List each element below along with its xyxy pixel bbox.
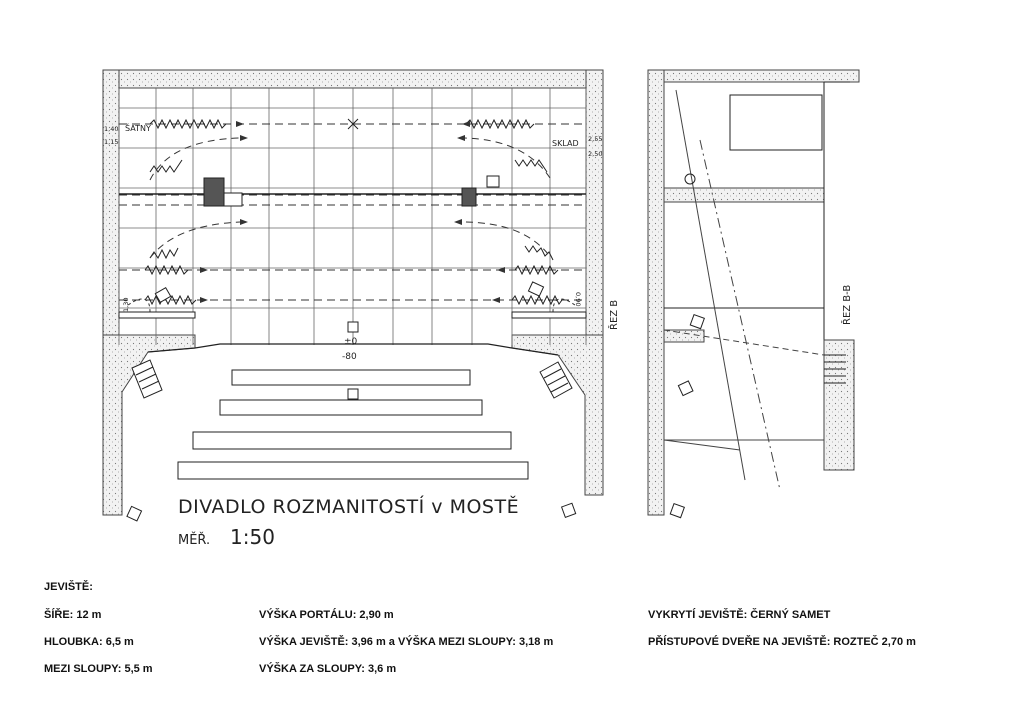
left-column-block [204, 178, 224, 206]
specs-heading: JEVIŠTĚ: [44, 581, 93, 593]
spec-width: ŠÍŘE: 12 m [44, 609, 102, 621]
left-stairs [132, 360, 162, 398]
front-left-chair [127, 506, 142, 521]
right-ledge [512, 312, 586, 318]
spec-stage-height: VÝŠKA JEVIŠTĚ: 3,96 m a VÝŠKA MEZI SLOUPY: 3,18 m [259, 636, 554, 648]
dim-right-top: 2,55 [588, 135, 603, 143]
section-label-plan: ŘEZ B [609, 299, 620, 330]
scale-value: 1:50 [230, 525, 275, 549]
right-small-box [487, 176, 499, 187]
plan-view [103, 70, 603, 521]
level-zero: ±0 [344, 337, 358, 347]
room-label-left: ŠATNY [125, 124, 151, 133]
spec-portal-height: VÝŠKA PORTÁLU: 2,90 m [259, 609, 394, 621]
left-ledge [119, 312, 195, 318]
right-door-chair [528, 282, 543, 296]
section-label-side: ŘEZ B-B [842, 284, 853, 325]
dim-left-bottom: 1,15 [104, 138, 119, 146]
room-label-right: SKLAD [552, 139, 579, 148]
section-view [648, 70, 859, 518]
spec-between-columns: MEZI SLOUPY: 5,5 m [44, 663, 153, 675]
spec-height-behind-columns: VÝŠKA ZA SLOUPY: 3,6 m [259, 663, 397, 675]
dim-left-door: 1,30 [122, 297, 130, 312]
left-wall [103, 70, 119, 335]
drawing-title: DIVADLO ROZMANITOSTÍ v MOSTĚ [178, 496, 520, 518]
seat-row-1 [232, 370, 470, 385]
level-minus: -80 [342, 352, 357, 362]
section-top-wall [664, 70, 859, 82]
section-band [664, 188, 824, 202]
right-column-block [462, 188, 476, 206]
section-chair-3 [670, 504, 684, 518]
auditorium-rows [178, 370, 528, 479]
dim-right-bottom: 2,50 [588, 150, 603, 158]
right-door-swing [553, 299, 575, 312]
spec-access-doors: PŘÍSTUPOVÉ DVEŘE NA JEVIŠTĚ: ROZTEČ 2,70 m [648, 636, 916, 648]
right-wall [586, 70, 603, 335]
section-outer-step [824, 340, 854, 470]
section-chair-2 [678, 381, 693, 396]
spec-depth: HLOUBKA: 6,5 m [44, 636, 134, 648]
seat-row-3 [193, 432, 511, 449]
section-fixture [685, 174, 695, 184]
left-door-swing [128, 299, 150, 312]
section-screen [730, 95, 822, 150]
section-diagonal-1 [676, 90, 745, 480]
front-right-chair [562, 503, 576, 517]
auditorium-box [348, 389, 358, 399]
dim-right-door: 0,90 [574, 292, 582, 307]
scale-prefix: MĚŘ. [178, 533, 211, 548]
left-column-outline [224, 193, 242, 206]
section-chair-1 [690, 315, 704, 329]
section-left-wall [648, 70, 664, 515]
back-wall [103, 70, 603, 88]
spec-masking: VYKRYTÍ JEVIŠTĚ: ČERNÝ SAMET [648, 609, 831, 621]
seat-row-2 [220, 400, 482, 415]
section-ledge [664, 330, 704, 342]
seat-row-4 [178, 462, 528, 479]
curtain-lines [119, 124, 586, 300]
dim-left-top: 1,40 [104, 125, 119, 133]
front-center-box [348, 322, 358, 332]
